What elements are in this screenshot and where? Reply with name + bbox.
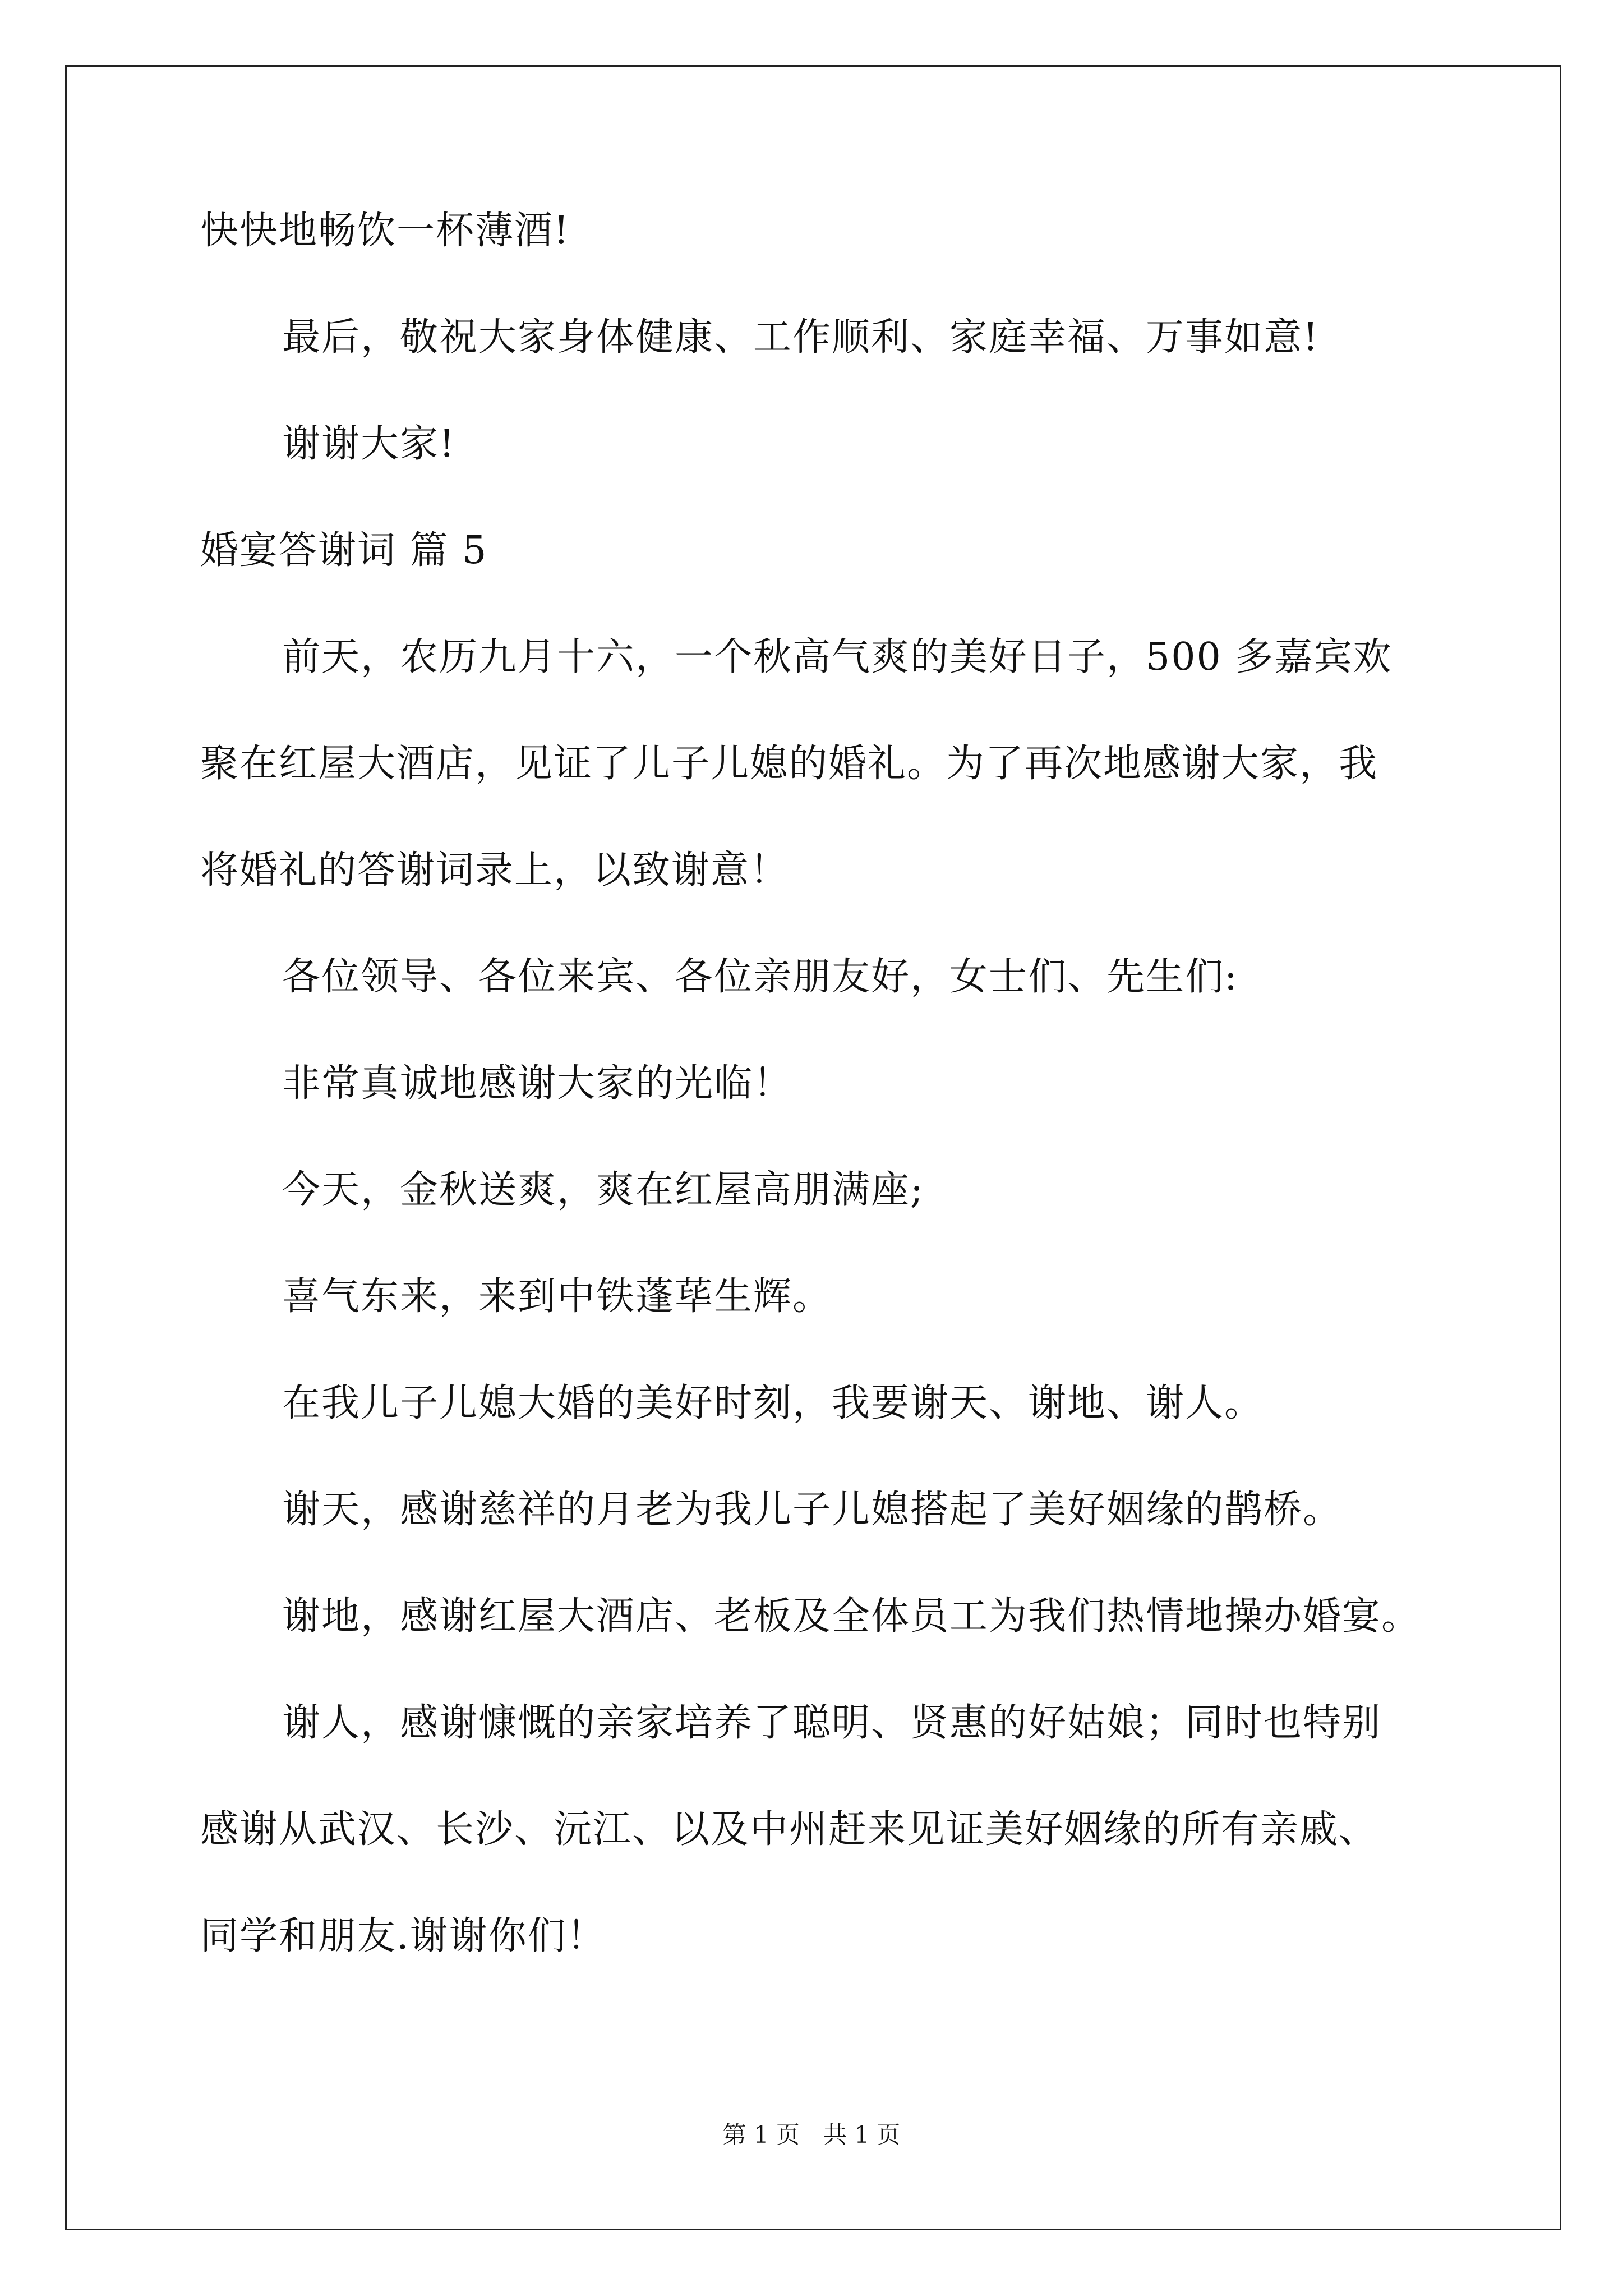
- paragraph-line: 前天，农历九月十六，一个秋高气爽的美好日子，500 多嘉宾欢: [282, 635, 1393, 679]
- paragraph-line: 同学和朋友.谢谢你们！: [200, 1914, 606, 1958]
- paragraph-line: 谢人，感谢慷慨的亲家培养了聪明、贤惠的好姑娘；同时也特别: [282, 1701, 1382, 1745]
- paragraph-line: 聚在红屋大酒店，见证了儿子儿媳的婚礼。为了再次地感谢大家，我: [200, 742, 1378, 786]
- paragraph-line: 今天，金秋送爽，爽在红屋高朋满座;: [282, 1168, 924, 1212]
- paragraph-line: 谢天，感谢慈祥的月老为我儿子儿媳搭起了美好姻缘的鹊桥。: [282, 1488, 1343, 1532]
- paragraph-line: 快快地畅饮一杯薄酒!: [200, 209, 570, 253]
- paragraph-line: 将婚礼的答谢词录上，以致谢意！: [200, 848, 790, 892]
- paragraph-line: 在我儿子儿媳大婚的美好时刻，我要谢天、谢地、谢人。: [282, 1381, 1264, 1425]
- paragraph-line: 谢地，感谢红屋大酒店、老板及全体员工为我们热情地操办婚宴。: [282, 1594, 1421, 1639]
- paragraph-line: 感谢从武汉、长沙、沅江、以及中州赶来见证美好姻缘的所有亲戚、: [200, 1807, 1378, 1852]
- paragraph-line: 喜气东来，来到中铁蓬荜生辉。: [282, 1274, 832, 1319]
- paragraph-line: 最后，敬祝大家身体健康、工作顺利、家庭幸福、万事如意!: [282, 315, 1320, 360]
- page-number-footer: 第 1 页 共 1 页: [722, 2121, 901, 2148]
- section-heading: 婚宴答谢词 篇 5: [200, 528, 488, 573]
- paragraph-line: 非常真诚地感谢大家的光临！: [282, 1061, 793, 1106]
- paragraph-line: 谢谢大家!: [282, 422, 456, 466]
- page-border: [65, 65, 1561, 2230]
- paragraph-line: 各位领导、各位来宾、各位亲朋友好，女士们、先生们:: [282, 955, 1238, 999]
